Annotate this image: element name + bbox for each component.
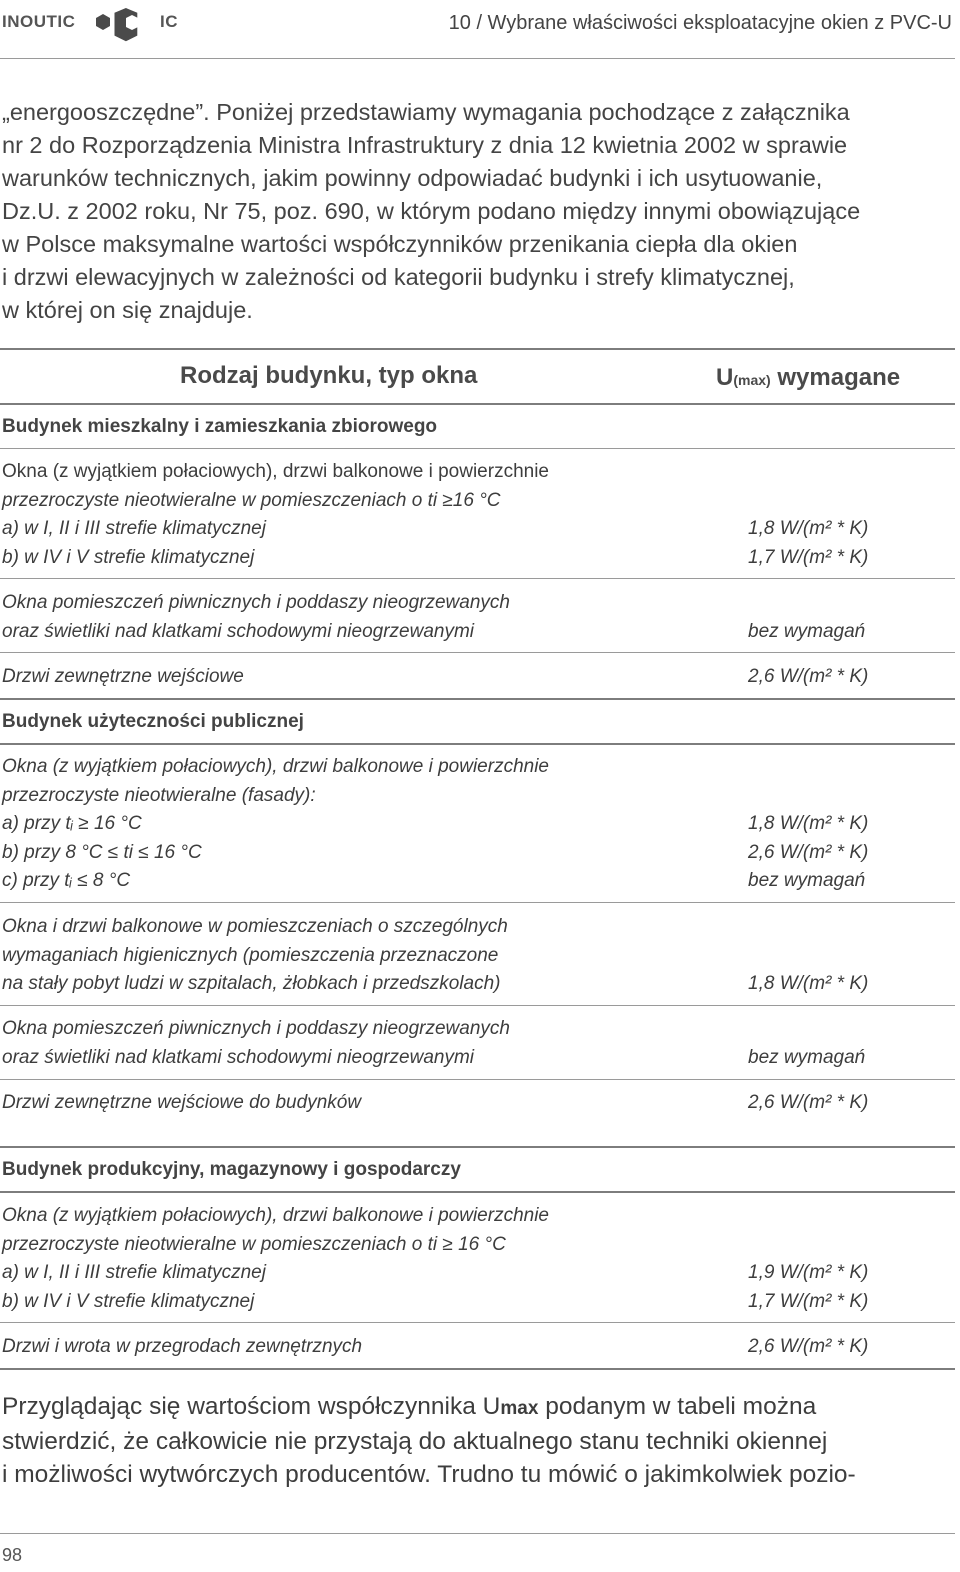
row-value: 1,8 W/(m² * K) [748,813,869,834]
table-row [2,458,957,572]
table-top-rule [0,348,955,350]
umax-letter: U [716,364,734,391]
category-rule [0,698,955,700]
row-text: a) w I, II i III strefie klimatycznej [2,1262,266,1283]
row-rule [0,1079,955,1080]
row-value: bez wymagań [748,1046,866,1068]
row-rule [0,578,955,579]
row-text: Okna (z wyjątkiem połaciowych), drzwi balkonowe i powierzchnie [2,756,549,777]
category-heading: Budynek mieszkalny i zamieszkania zbiorowego [2,416,438,437]
row-rule [0,902,955,903]
row-text: Okna (z wyjątkiem połaciowych), drzwi balkonowe i powierzchnie [2,1205,549,1226]
row-text: wymaganiach higienicznych (pomieszczenia przeznaczone [2,944,499,966]
outro-line: stwierdzić, że całkowicie nie przystają do aktualnego stanu techniki okiennej [2,1428,828,1455]
table-row [2,1015,957,1072]
table-bottom-rule [0,1368,955,1370]
row-value: 1,9 W/(m² * K) [748,1262,869,1283]
row-text: Okna pomieszczeń piwnicznych i poddaszy nieogrzewanych [2,1018,510,1039]
row-text: Drzwi i wrota w przegrodach zewnętrznych [2,1336,363,1357]
header-rule [0,58,955,59]
category-heading: Budynek produkcyjny, magazynowy i gospodarczy [2,1159,461,1180]
row-text: przezroczyste nieotwieralne w pomieszczeniach o ti ≥ 16 °C [2,1233,506,1255]
table-row [2,753,957,896]
umax-subscript: (max) [733,372,771,388]
row-value: bez wymagań [748,620,866,642]
intro-line: „energooszczędne”. Poniżej przedstawiamy wymagania pochodzące z załącznika [2,99,850,125]
row-text: a) przy tᵢ ≥ 16 °C [2,813,142,834]
row-text: Drzwi zewnętrzne wejściowe [2,666,244,687]
table-row [2,663,957,692]
category-rule [0,1146,955,1148]
outro-paragraph [2,1390,957,1491]
intro-line: w której on się znajduje. [2,297,253,323]
column-header-umax [716,364,900,392]
row-text: oraz świetliki nad klatkami schodowymi nieogrzewanymi [2,1046,475,1068]
outro-line: i możliwości wytwórczych producentów. Trudno tu mówić o jakimkolwiek pozio- [2,1461,856,1488]
hexagon-logo-icon [90,6,150,46]
row-text: b) przy 8 °C ≤ ti ≤ 16 °C [2,841,202,863]
running-head: 10 / Wybrane właściwości eksploatacyjne okien z PVC-U [448,12,952,34]
row-value: 2,6 W/(m² * K) [748,666,869,687]
footer-rule [0,1533,955,1534]
row-rule [0,1005,955,1006]
row-rule [0,1191,955,1193]
row-value: 1,7 W/(m² * K) [748,546,869,568]
brand-text-right: IC [160,12,178,31]
row-text: Drzwi zewnętrzne wejściowe do budynków [2,1092,362,1113]
row-value: 2,6 W/(m² * K) [748,1092,869,1113]
row-value: 2,6 W/(m² * K) [748,1336,869,1357]
row-rule [0,1322,955,1323]
row-text: Okna i drzwi balkonowe w pomieszczeniach o szczególnych [2,916,508,937]
outro-line [2,1390,957,1425]
row-text: b) w IV i V strefie klimatycznej [2,546,255,568]
intro-line: Dz.U. z 2002 roku, Nr 75, poz. 690, w którym podano między innymi obowiązujące [2,198,861,224]
row-value: 1,8 W/(m² * K) [748,973,869,994]
row-text: Okna pomieszczeń piwnicznych i poddaszy nieogrzewanych [2,592,510,613]
row-rule [0,652,955,653]
row-text: przezroczyste nieotwieralne w pomieszczeniach o ti ≥16 °C [2,489,501,511]
table-row [2,1202,957,1316]
row-value: 2,6 W/(m² * K) [748,841,869,863]
outro-text: Przyglądając się wartościom współczynnika U [2,1393,501,1420]
row-text: a) w I, II i III strefie klimatycznej [2,518,266,539]
row-value: 1,7 W/(m² * K) [748,1290,869,1312]
row-rule [0,743,955,745]
row-text: na stały pobyt ludzi w szpitalach, żłobkach i przedszkolach) [2,973,501,994]
intro-line: i drzwi elewacyjnych w zależności od kategorii budynku i strefy klimatycznej, [2,264,795,290]
table-row [2,589,957,646]
row-text: c) przy tᵢ ≤ 8 °C [2,870,131,891]
umax-subscript-text: max [500,1398,539,1419]
brand-text-left: INOUTIC [2,12,76,31]
page-header [0,0,960,58]
row-text: Okna (z wyjątkiem połaciowych), drzwi balkonowe i powierzchnie [2,461,549,482]
row-text: oraz świetliki nad klatkami schodowymi nieogrzewanymi [2,620,475,642]
intro-paragraph [2,96,957,327]
table-row [2,1089,957,1118]
row-value: bez wymagań [748,870,866,891]
brand-logo [2,12,178,32]
row-rule [0,448,955,449]
column-header-building-type: Rodzaj budynku, typ okna [180,362,478,389]
row-text: b) w IV i V strefie klimatycznej [2,1290,255,1312]
page-number: 98 [2,1545,23,1565]
table-header-rule [0,403,955,405]
table-row [2,913,957,999]
row-value: 1,8 W/(m² * K) [748,518,869,539]
category-heading: Budynek użyteczności publicznej [2,711,304,732]
row-text: przezroczyste nieotwieralne (fasady): [2,784,316,806]
outro-text: podanym w tabeli można [538,1393,817,1420]
table-row [2,1333,957,1362]
intro-line: nr 2 do Rozporządzenia Ministra Infrastruktury z dnia 12 kwietnia 2002 w sprawie [2,132,848,158]
intro-line: warunków technicznych, jakim powinny odpowiadać budynki i ich usytuowanie, [2,165,823,191]
intro-line: w Polsce maksymalne wartości współczynników przenikania ciepła dla okien [2,231,798,257]
umax-suffix: wymagane [777,364,901,391]
